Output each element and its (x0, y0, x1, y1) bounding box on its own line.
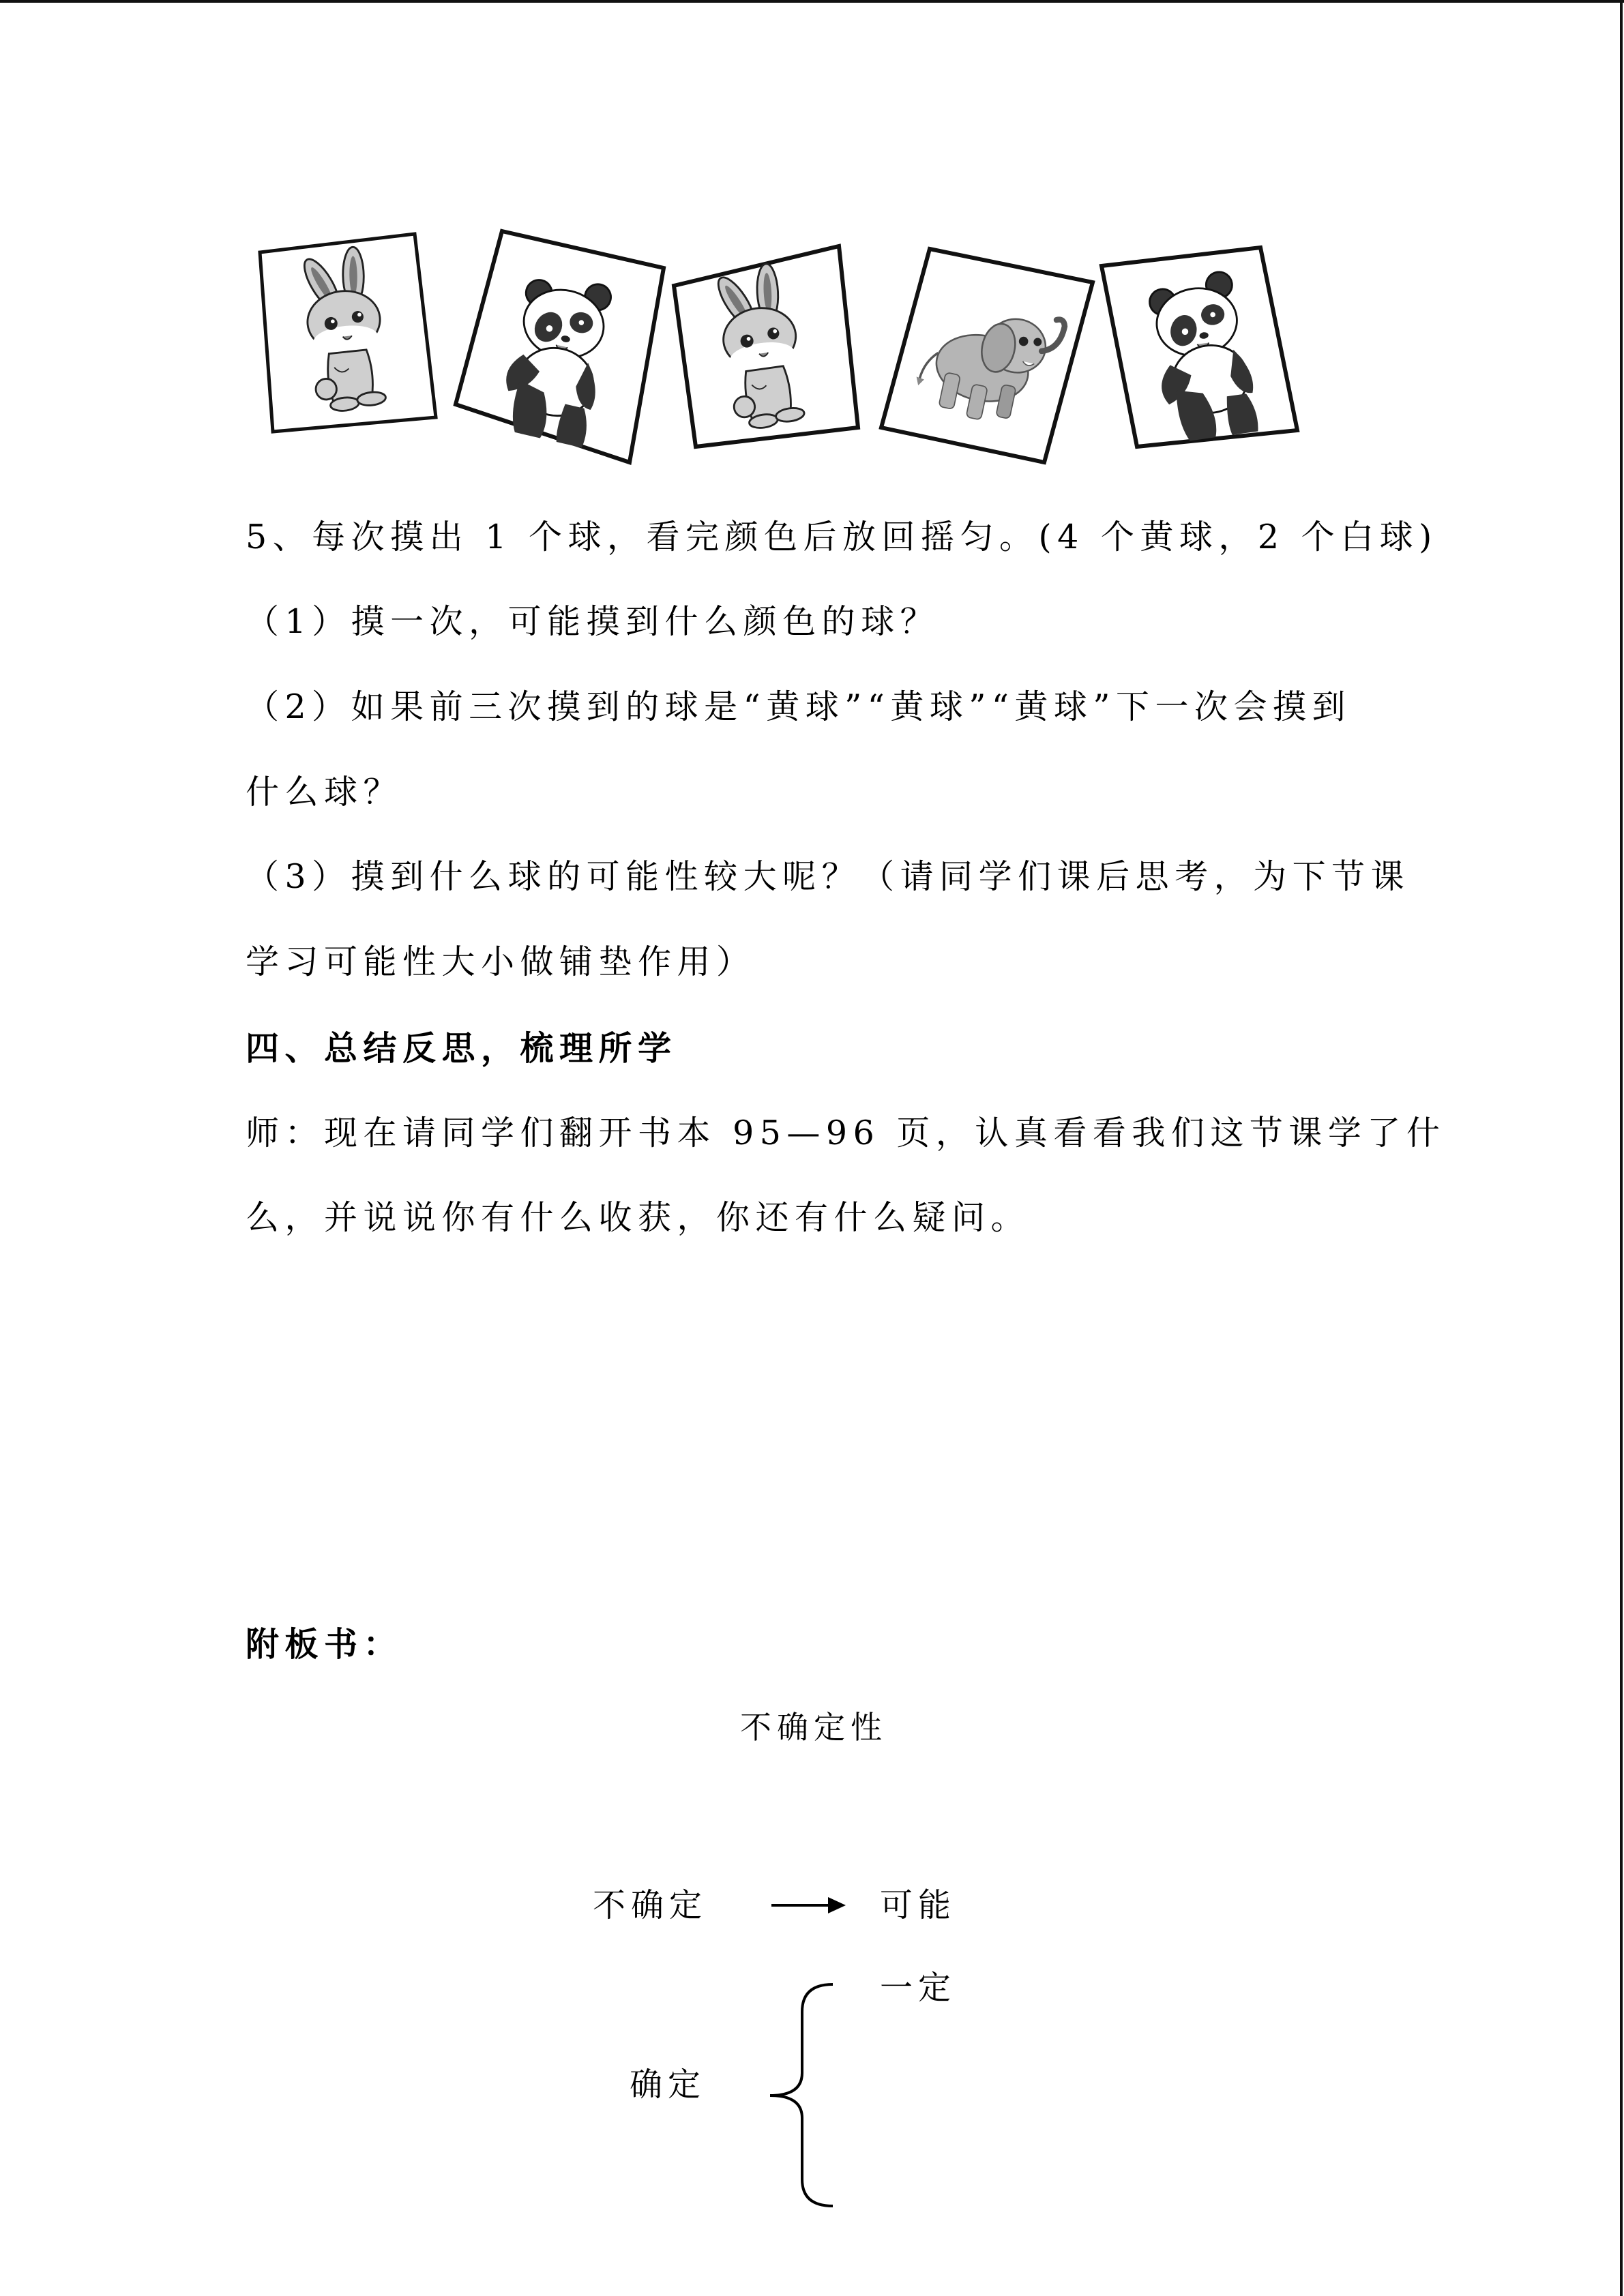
exercise-5-question-3-line-1: （3）摸到什么球的可能性较大呢？（请同学们课后思考，为下节课 (246, 857, 1411, 896)
exercise-5-question-1: （1）摸一次，可能摸到什么颜色的球？ (246, 602, 940, 641)
definitely-label: 一定 (880, 1969, 957, 2007)
exercise-5-question-3-line-2: 学习可能性大小做铺垫作用） (246, 942, 756, 981)
section-4-paragraph-line-2: 么，并说说你有什么收获，你还有什么疑问。 (246, 1198, 1031, 1237)
left-curly-brace-icon (770, 1984, 833, 2206)
blackboard-heading: 附板书： (246, 1624, 403, 1664)
uncertain-label: 不确定 (593, 1886, 708, 1924)
certain-label: 确定 (630, 2066, 707, 2104)
section-4-heading: 四、总结反思，梳理所学 (246, 1028, 677, 1068)
exercise-5-title: 5、每次摸出 1 个球，看完颜色后放回摇匀。(4 个黄球，2 个白球) (246, 518, 1438, 556)
right-arrow-icon (771, 1897, 846, 1913)
exercise-5-question-2-line-2: 什么球？ (246, 773, 403, 811)
blackboard-title: 不确定性 (740, 1709, 887, 1746)
exercise-5-question-2-line-1: （2）如果前三次摸到的球是“黄球”“黄球”“黄球”下一次会摸到 (246, 687, 1351, 726)
section-4-paragraph-line-1: 师：现在请同学们翻开书本 95—96 页，认真看看我们这节课学了什 (246, 1114, 1446, 1152)
possible-label: 可能 (880, 1886, 957, 1924)
